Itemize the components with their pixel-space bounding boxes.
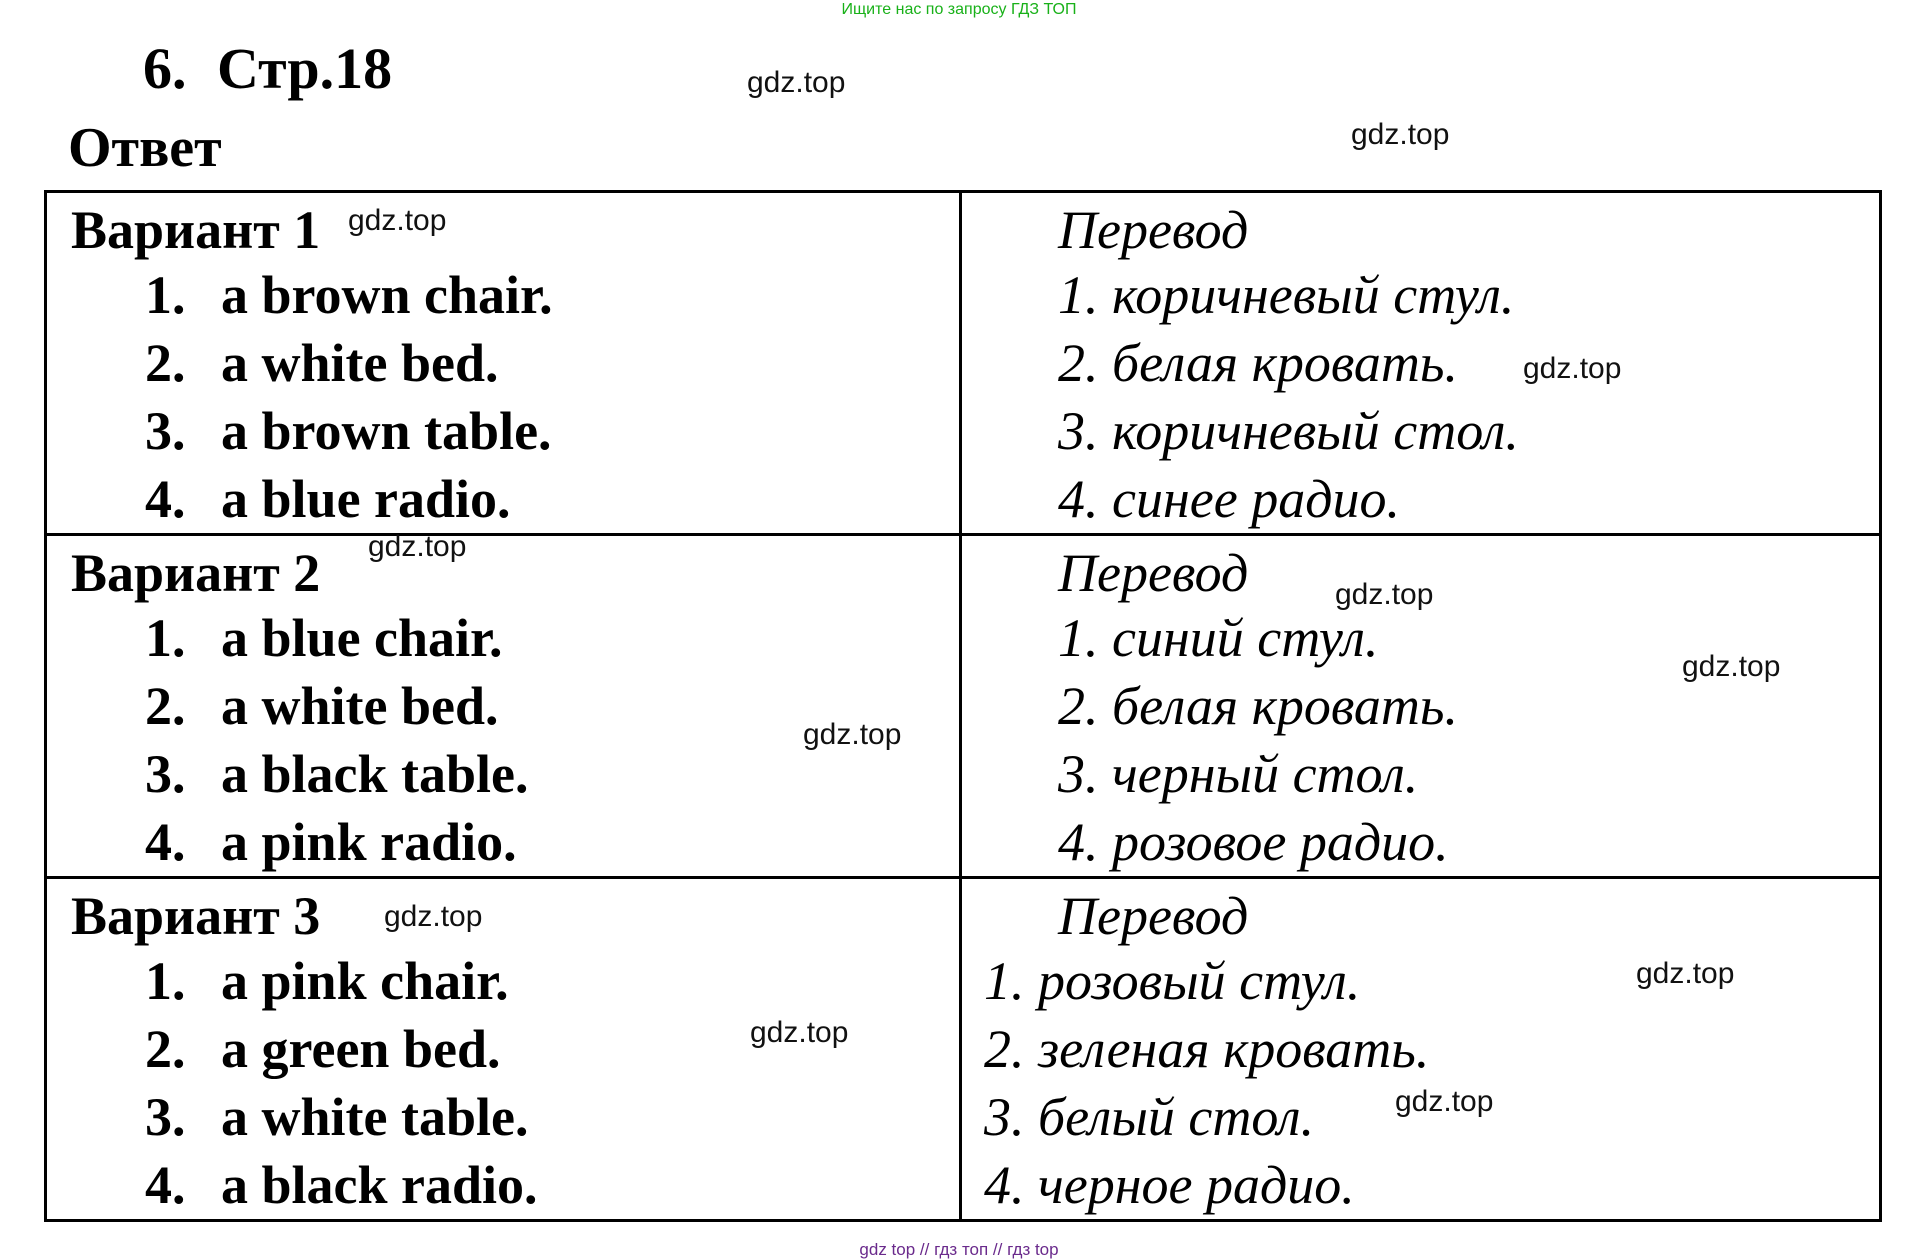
variant-2-translation-4: 4. розовое радио. <box>1058 812 1449 872</box>
variant-2-item-3: 3. a black table. <box>145 744 529 804</box>
watermark: gdz.top <box>1335 578 1434 611</box>
variant-1-title: Вариант 1 <box>71 200 321 260</box>
variant-2-translation-3: 3. черный стол. <box>1058 744 1419 804</box>
variant-row-3 <box>46 878 1881 1221</box>
task-heading <box>143 36 392 102</box>
variant-1-english-cell <box>46 192 961 535</box>
task-page: Стр.18 <box>217 36 393 101</box>
variant-2-translation-1: 1. синий стул. <box>1058 608 1379 668</box>
watermark: gdz.top <box>747 66 846 99</box>
variant-1-translation-cell <box>961 192 1881 535</box>
task-number: 6. <box>143 36 187 101</box>
variant-1-translation-title: Перевод <box>1058 200 1249 260</box>
variant-3-translation-title: Перевод <box>1058 886 1249 946</box>
variant-3-translation-2: 2. зеленая кровать. <box>984 1019 1430 1079</box>
variant-3-translation-4: 4. черное радио. <box>984 1155 1355 1215</box>
watermark: gdz.top <box>803 718 902 751</box>
variant-3-item-3: 3. a white table. <box>145 1087 529 1147</box>
variant-1-item-4: 4. a blue radio. <box>145 469 511 529</box>
variant-2-item-4: 4. a pink radio. <box>145 812 517 872</box>
variant-1-translation-3: 3. коричневый стол. <box>1058 401 1519 461</box>
variant-2-item-1: 1. a blue chair. <box>145 608 503 668</box>
watermark: gdz.top <box>1395 1085 1494 1118</box>
variant-3-translation-1: 1. розовый стул. <box>984 951 1361 1011</box>
variant-1-item-2: 2. a white bed. <box>145 333 499 393</box>
variant-3-translation-3: 3. белый стол. <box>984 1087 1315 1147</box>
variant-3-item-2: 2. a green bed. <box>145 1019 501 1079</box>
variant-row-2 <box>46 535 1881 878</box>
variant-1-translation-4: 4. синее радио. <box>1058 469 1401 529</box>
variant-3-translation-cell <box>961 878 1881 1221</box>
variant-1-translation-2: 2. белая кровать. <box>1058 333 1458 393</box>
watermark: gdz.top <box>750 1016 849 1049</box>
variant-2-english-cell <box>46 535 961 878</box>
footer-links[interactable]: gdz top // гдз топ // гдз top <box>859 1240 1059 1259</box>
answer-table <box>44 190 1882 1222</box>
variant-3-title: Вариант 3 <box>71 886 321 946</box>
variant-1-item-1: 1. a brown chair. <box>145 265 553 325</box>
variant-3-item-1: 1. a pink chair. <box>145 951 509 1011</box>
variant-2-translation-title: Перевод <box>1058 543 1249 603</box>
top-banner: Ищите нас по запросу ГДЗ ТОП <box>841 1 1077 18</box>
variant-3-item-4: 4. a black radio. <box>145 1155 538 1215</box>
watermark: gdz.top <box>1523 352 1622 385</box>
watermark: gdz.top <box>368 530 467 563</box>
watermark: gdz.top <box>348 204 447 237</box>
variant-2-item-2: 2. a white bed. <box>145 676 499 736</box>
variant-2-translation-2: 2. белая кровать. <box>1058 676 1458 736</box>
variant-2-title: Вариант 2 <box>71 543 321 603</box>
variant-1-item-3: 3. a brown table. <box>145 401 552 461</box>
watermark: gdz.top <box>1636 957 1735 990</box>
variant-1-translation-1: 1. коричневый стул. <box>1058 265 1515 325</box>
watermark: gdz.top <box>384 900 483 933</box>
watermark: gdz.top <box>1682 650 1781 683</box>
watermark: gdz.top <box>1351 118 1450 151</box>
answer-heading: Ответ <box>68 117 222 179</box>
